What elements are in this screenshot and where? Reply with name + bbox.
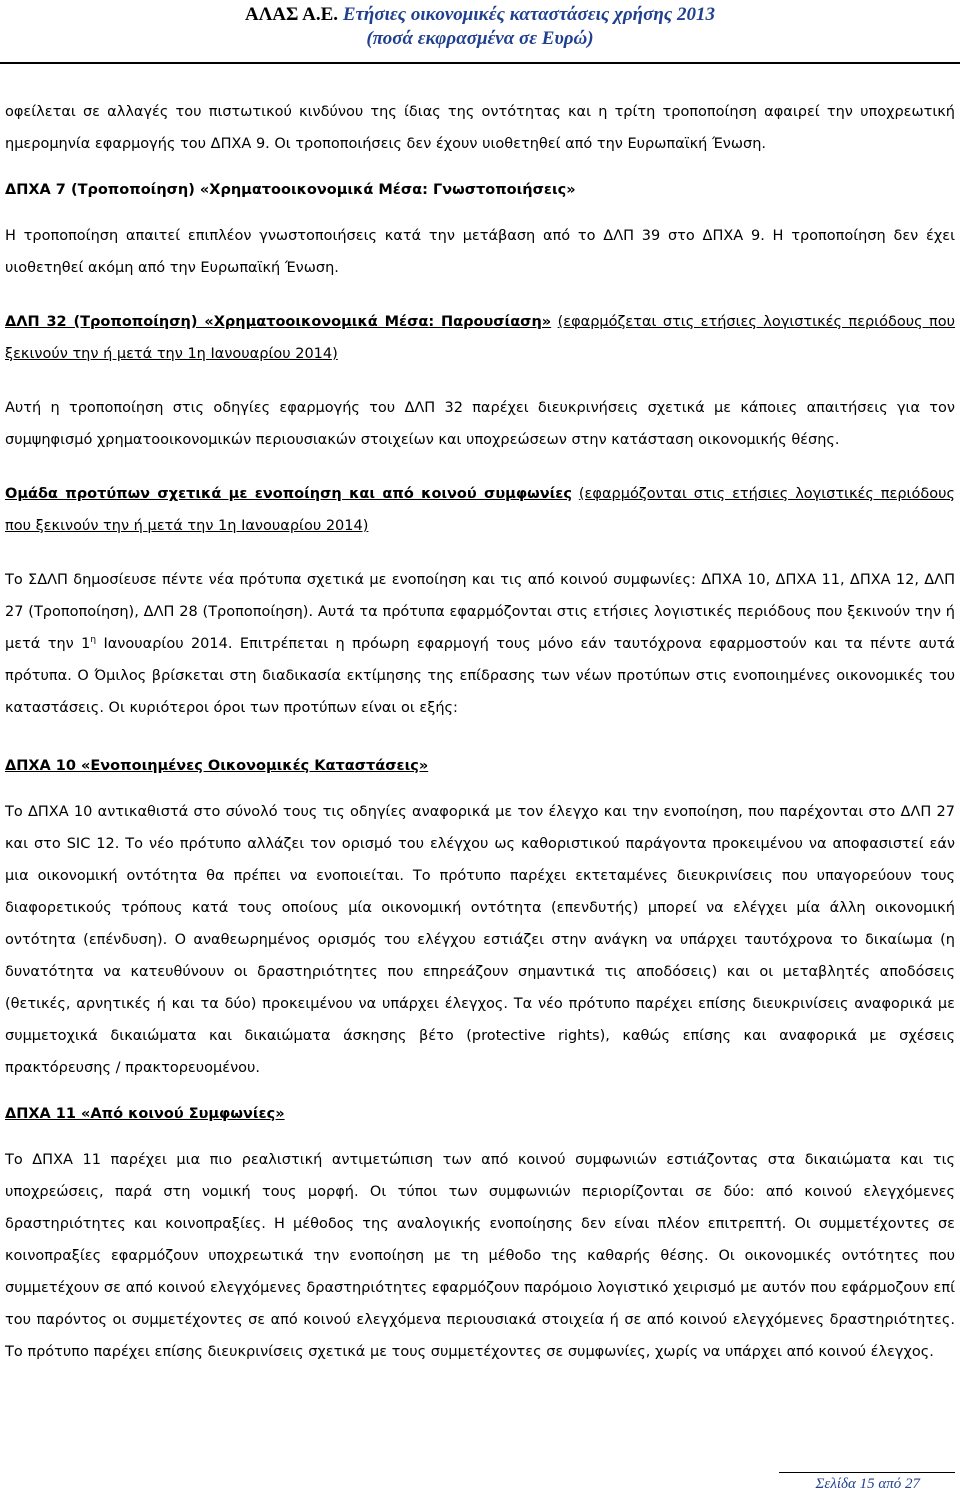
report-subtitle: (ποσά εκφρασμένα σε Ευρώ) bbox=[366, 28, 594, 49]
header-divider bbox=[0, 62, 960, 64]
document-body bbox=[5, 96, 955, 1368]
heading-group: Ομάδα προτύπων σχετικά με ενοποίηση και από κοινού συμφωνίες bbox=[5, 486, 572, 502]
heading-ias32-block bbox=[5, 306, 955, 370]
heading-ias32-note: (εφαρμόζεται στις ετήσιες λογιστικές περιόδους που ξεκινούν την ή μετά την 1η Ιανουαρίου 2014) bbox=[5, 314, 956, 362]
paragraph-group bbox=[5, 564, 955, 724]
heading-ifrs7: ΔΠΧΑ 7 (Τροποποίηση) «Χρηματοοικονομικά Μέσα: Γνωστοποιήσεις» bbox=[5, 182, 576, 198]
page-header bbox=[0, 0, 960, 51]
paragraph-ifrs7: Η τροποποίηση απαιτεί επιπλέον γνωστοποιήσεις κατά την μετάβαση από το ΔΛΠ 39 στο ΔΠΧΑ 9. Η τροποποίηση δεν έχει υιοθετηθεί ακόμη από την Ευρωπαϊκή Ένωση. bbox=[5, 228, 955, 276]
paragraph-continuation: οφείλεται σε αλλαγές του πιστωτικού κινδύνου της ίδιας της οντότητας και η τρίτη τροποποίηση αφαιρεί την υποχρεωτική ημερομηνία εφαρμογής του ΔΠΧΑ 9. Οι τροποποιήσεις δεν έχουν υιοθετηθεί από την Ευρωπαϊκή Ένωση. bbox=[5, 104, 955, 152]
header-title-line bbox=[0, 3, 960, 27]
paragraph-group-part-b: Ιανουαρίου 2014. Επιτρέπεται η πρόωρη εφαρμογή τους μόνο εάν ταυτόχρονα εφαρμοστούν και τα πέντε αυτά πρότυπα. Ο Όμιλος βρίσκεται στη διαδικασία εκτίμησης της επίδρασης των νέων προτύπων στις ενοποιημένες οικονομικές του καταστάσεις. Οι κυριότεροι όροι των προτύπων είναι οι εξής: bbox=[5, 636, 955, 716]
page-number: Σελίδα 15 από 27 bbox=[815, 1476, 920, 1492]
heading-ifrs11: ΔΠΧΑ 11 «Από κοινού Συμφωνίες» bbox=[5, 1106, 285, 1122]
company-name: ΑΛΑΣ Α.Ε. bbox=[244, 4, 339, 25]
footer-divider bbox=[779, 1472, 955, 1473]
ordinal-superscript: η bbox=[90, 635, 97, 645]
paragraph-ifrs11: Το ΔΠΧΑ 11 παρέχει μια πιο ρεαλιστική αντιμετώπιση των από κοινού συμφωνιών εστιάζοντας στα δικαιώματα και τις υποχρεώσεις, παρά στη νομική τους μορφή. Οι τύποι των συμφωνιών περιορίζονται σε δύο: από κοινού ελεγχόμενες δραστηριότητες και κοινοπραξίες. Η μέθοδος της αναλογικής ενοποίησης δεν είναι πλέον επιτρεπτή. Οι συμμετέχοντες σε κοινοπραξίες εφαρμόζουν υποχρεωτικά την ενοποίηση με τη μέθοδο της καθαρής θέσης. Οι οικονομικές οντότητες που συμμετέχουν σε από κοινού ελεγχόμενες δραστηριότητες εφαρμόζουν παρόμοιο λογιστικό χειρισμό με αυτόν που εφάρμοζουν επί του παρόντος οι συμμετέχοντες σε από κοινού ελεγχόμενα περιουσιακά στοιχεία ή σε από κοινού ελεγχόμενες δραστηριότητες. Το πρότυπο παρέχει επίσης διευκρινίσεις σχετικά με τους συμμετέχοντες σε συμφωνίες, χωρίς να υπάρχει από κοινού έλεγχος. bbox=[5, 1152, 955, 1360]
paragraph-group-part-a: Το ΣΔΛΠ δημοσίευσε πέντε νέα πρότυπα σχετικά με ενοποίηση και τις από κοινού συμφωνίες: ΔΠΧΑ 10, ΔΠΧΑ 11, ΔΠΧΑ 12, ΔΛΠ 27 (Τροποποίηση), ΔΛΠ 28 (Τροποποίηση). Αυτά τα πρότυπα εφαρμόζονται στις ετήσιες λογιστικές περιόδους που ξεκινούν την ή μετά την 1 bbox=[5, 572, 955, 652]
report-title: Ετήσιες οικονομικές καταστάσεις χρήσης 2013 bbox=[342, 4, 716, 25]
heading-ifrs10: ΔΠΧΑ 10 «Ενοποιημένες Οικονομικές Καταστάσεις» bbox=[5, 758, 429, 774]
paragraph-ifrs10: Το ΔΠΧΑ 10 αντικαθιστά στο σύνολό τους τις οδηγίες αναφορικά με τον έλεγχο και την ενοποίηση, που παρέχονται στο ΔΛΠ 27 και στο SIC 12. Το νέο πρότυπο αλλάζει τον ορισμό του ελέγχου ως καθοριστικού παράγοντα προκειμένου να αποφασιστεί εάν μια οικονομική οντότητα θα πρέπει να ενοποιείται. Το πρότυπο παρέχει εκτεταμένες διευκρινίσεις που υπαγορεύουν τους διαφορετικούς τρόπους κατά τους οποίους μία οικονομική οντότητα (επενδυτής) μπορεί να ελέγχει μία άλλη οικονομική οντότητα (επένδυση). Ο αναθεωρημένος ορισμός του ελέγχου εστιάζει στην ανάγκη να υπάρχει ταυτόχρονα το δικαίωμα (η δυνατότητα να κατευθύνουν οι δραστηριότητες που επηρεάζουν σημαντικά τις αποδόσεις) και οι μεταβλητές αποδόσεις (θετικές, αρνητικές ή και τα δύο) προκειμένου να υπάρχει έλεγχος. Τα νέο πρότυπο παρέχει επίσης διευκρινίσεις αναφορικά με συμμετοχικά δικαιώματα και δικαιώματα άσκησης βέτο (protective rights), καθώς επίσης και αναφορικά με σχέσεις πρακτόρευσης / πρακτορευομένου. bbox=[5, 804, 955, 1076]
heading-group-note: (εφαρμόζονται στις ετήσιες λογιστικές περιόδους που ξεκινούν την ή μετά την 1η Ιανουαρίου 2014) bbox=[5, 486, 955, 534]
heading-group-block bbox=[5, 478, 955, 542]
heading-ias32: ΔΛΠ 32 (Τροποποίηση) «Χρηματοοικονομικά Μέσα: Παρουσίαση» bbox=[5, 314, 552, 330]
paragraph-ias32: Αυτή η τροποποίηση στις οδηγίες εφαρμογής του ΔΛΠ 32 παρέχει διευκρινήσεις σχετικά με κάποιες απαιτήσεις για τον συμψηφισμό χρηματοοικονομικών περιουσιακών στοιχείων και υποχρεώσεων στην κατάσταση οικονομικής θέσης. bbox=[5, 400, 955, 448]
